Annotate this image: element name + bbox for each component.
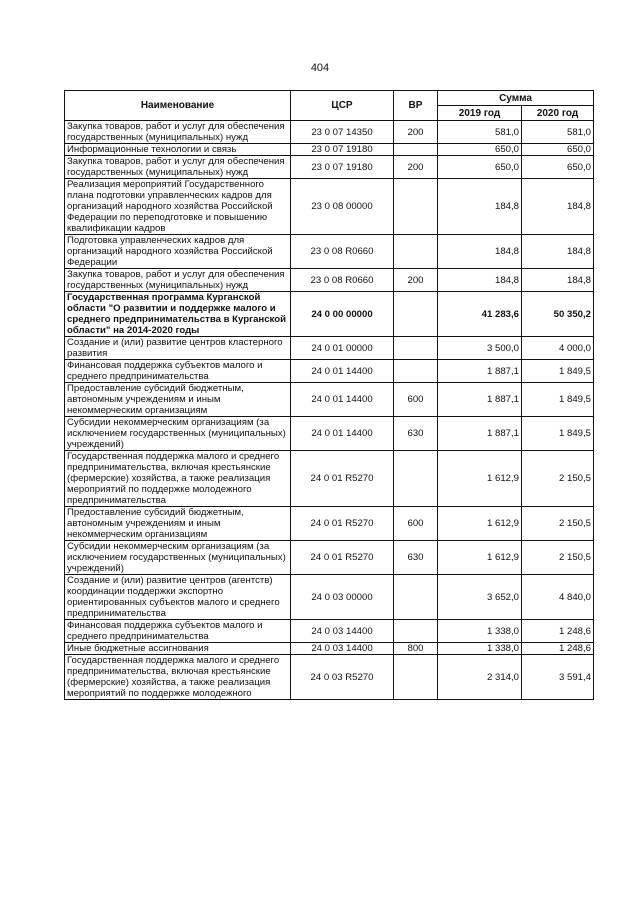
row-name: Создание и (или) развитие центров кластерного развития [65,337,291,360]
table-row [65,360,594,383]
row-name: Государственная поддержка малого и среднего предпринимательства, включая крестьянские (фермерские) хозяйства, а также реализация мероприятий по поддержке молодежного предпринимательства [65,451,291,507]
row-name: Закупка товаров, работ и услуг для обеспечения государственных (муниципальных) нужд [65,269,291,292]
table-row [65,620,594,643]
row-2019: 1 338,0 [438,643,522,655]
row-csr: 24 0 01 R5270 [291,451,394,507]
page-number: 404 [310,62,330,74]
row-vr: 630 [394,417,438,451]
row-vr: 600 [394,383,438,417]
row-csr: 24 0 03 R5270 [291,655,394,700]
row-name: Государственная поддержка малого и среднего предпринимательства, включая крестьянские (фермерские) хозяйства, а также реализация мероприятий по поддержке молодежного [65,655,291,700]
row-2020: 3 591,4 [522,655,594,700]
row-name: Финансовая поддержка субъектов малого и среднего предпринимательства [65,360,291,383]
row-2020: 1 849,5 [522,383,594,417]
table-row [65,451,594,507]
header-sum: Сумма [438,91,594,106]
budget-table [64,90,594,700]
row-2019: 581,0 [438,121,522,144]
row-vr [394,144,438,156]
row-2019: 1 887,1 [438,417,522,451]
table-row [65,575,594,620]
row-name: Создание и (или) развитие центров (агентств) координации поддержки экспортно ориентированных субъектов малого и среднего предпринимательства [65,575,291,620]
row-name: Предоставление субсидий бюджетным, автономным учреждениям и иным некоммерческим организациям [65,507,291,541]
row-name: Финансовая поддержка субъектов малого и среднего предпринимательства [65,620,291,643]
row-name: Предоставление субсидий бюджетным, автономным учреждениям и иным некоммерческим организациям [65,383,291,417]
row-csr: 24 0 01 14400 [291,383,394,417]
row-csr: 24 0 01 R5270 [291,507,394,541]
header-csr: ЦСР [291,91,394,121]
row-vr [394,337,438,360]
row-vr [394,451,438,507]
row-2020: 2 150,5 [522,451,594,507]
row-csr: 23 0 08 00000 [291,179,394,235]
row-name: Субсидии некоммерческим организациям (за исключением государственных (муниципальных) учреждений) [65,541,291,575]
row-csr: 23 0 07 14350 [291,121,394,144]
row-2019: 184,8 [438,269,522,292]
row-vr [394,235,438,269]
row-2020: 1 248,6 [522,643,594,655]
row-2020: 184,8 [522,179,594,235]
row-name: Реализация мероприятий Государственного плана подготовки управленческих кадров для организаций народного хозяйства Российской Федерации по переподготовке и повышению квалификации кадров [65,179,291,235]
row-vr: 600 [394,507,438,541]
row-vr [394,179,438,235]
row-2019: 1 338,0 [438,620,522,643]
table-row [65,292,594,337]
row-2019: 1 612,9 [438,451,522,507]
row-name: Закупка товаров, работ и услуг для обеспечения государственных (муниципальных) нужд [65,121,291,144]
row-vr: 800 [394,643,438,655]
table-row [65,121,594,144]
row-vr [394,292,438,337]
row-2020: 650,0 [522,144,594,156]
row-2019: 2 314,0 [438,655,522,700]
row-2019: 650,0 [438,144,522,156]
row-name: Иные бюджетные ассигнования [65,643,291,655]
table-row [65,417,594,451]
row-csr: 24 0 01 00000 [291,337,394,360]
row-2019: 1 612,9 [438,541,522,575]
row-2019: 3 500,0 [438,337,522,360]
row-csr: 24 0 03 14400 [291,620,394,643]
row-2020: 650,0 [522,156,594,179]
row-2020: 1 248,6 [522,620,594,643]
row-2020: 4 840,0 [522,575,594,620]
row-name: Информационные технологии и связь [65,144,291,156]
row-vr: 200 [394,269,438,292]
table-row [65,655,594,700]
header-name: Наименование [65,91,291,121]
row-csr: 23 0 07 19180 [291,144,394,156]
row-vr: 200 [394,156,438,179]
row-2019: 650,0 [438,156,522,179]
header-2020: 2020 год [522,106,594,121]
row-2019: 41 283,6 [438,292,522,337]
row-2019: 1 887,1 [438,360,522,383]
row-name: Подготовка управленческих кадров для организаций народного хозяйства Российской Федерации [65,235,291,269]
row-csr: 23 0 08 R0660 [291,269,394,292]
row-name: Государственная программа Курганской области "О развитии и поддержке малого и среднего предпринимательства в Курганской области" на 2014-2020 годы [65,292,291,337]
table-row [65,156,594,179]
table-row [65,144,594,156]
row-2019: 184,8 [438,179,522,235]
row-csr: 24 0 00 00000 [291,292,394,337]
table-row [65,541,594,575]
row-2020: 1 849,5 [522,360,594,383]
row-2020: 2 150,5 [522,541,594,575]
header-vr: ВР [394,91,438,121]
row-vr [394,575,438,620]
row-vr: 200 [394,121,438,144]
row-2020: 4 000,0 [522,337,594,360]
row-csr: 23 0 08 R0660 [291,235,394,269]
table-row [65,179,594,235]
row-csr: 23 0 07 19180 [291,156,394,179]
table-row [65,507,594,541]
row-2020: 581,0 [522,121,594,144]
row-csr: 24 0 03 14400 [291,643,394,655]
row-vr: 630 [394,541,438,575]
row-2020: 50 350,2 [522,292,594,337]
row-vr [394,360,438,383]
table-row [65,235,594,269]
table-row [65,383,594,417]
row-csr: 24 0 01 14400 [291,417,394,451]
row-2019: 1 887,1 [438,383,522,417]
row-csr: 24 0 01 R5270 [291,541,394,575]
table-row [65,337,594,360]
row-2019: 1 612,9 [438,507,522,541]
header-2019: 2019 год [438,106,522,121]
table-row [65,269,594,292]
row-vr [394,655,438,700]
row-name: Закупка товаров, работ и услуг для обеспечения государственных (муниципальных) нужд [65,156,291,179]
row-2020: 184,8 [522,269,594,292]
row-2020: 2 150,5 [522,507,594,541]
row-csr: 24 0 03 00000 [291,575,394,620]
row-vr [394,620,438,643]
table-row [65,643,594,655]
row-csr: 24 0 01 14400 [291,360,394,383]
row-2020: 184,8 [522,235,594,269]
row-2020: 1 849,5 [522,417,594,451]
row-2019: 3 652,0 [438,575,522,620]
row-name: Субсидии некоммерческим организациям (за исключением государственных (муниципальных) учреждений) [65,417,291,451]
row-2019: 184,8 [438,235,522,269]
